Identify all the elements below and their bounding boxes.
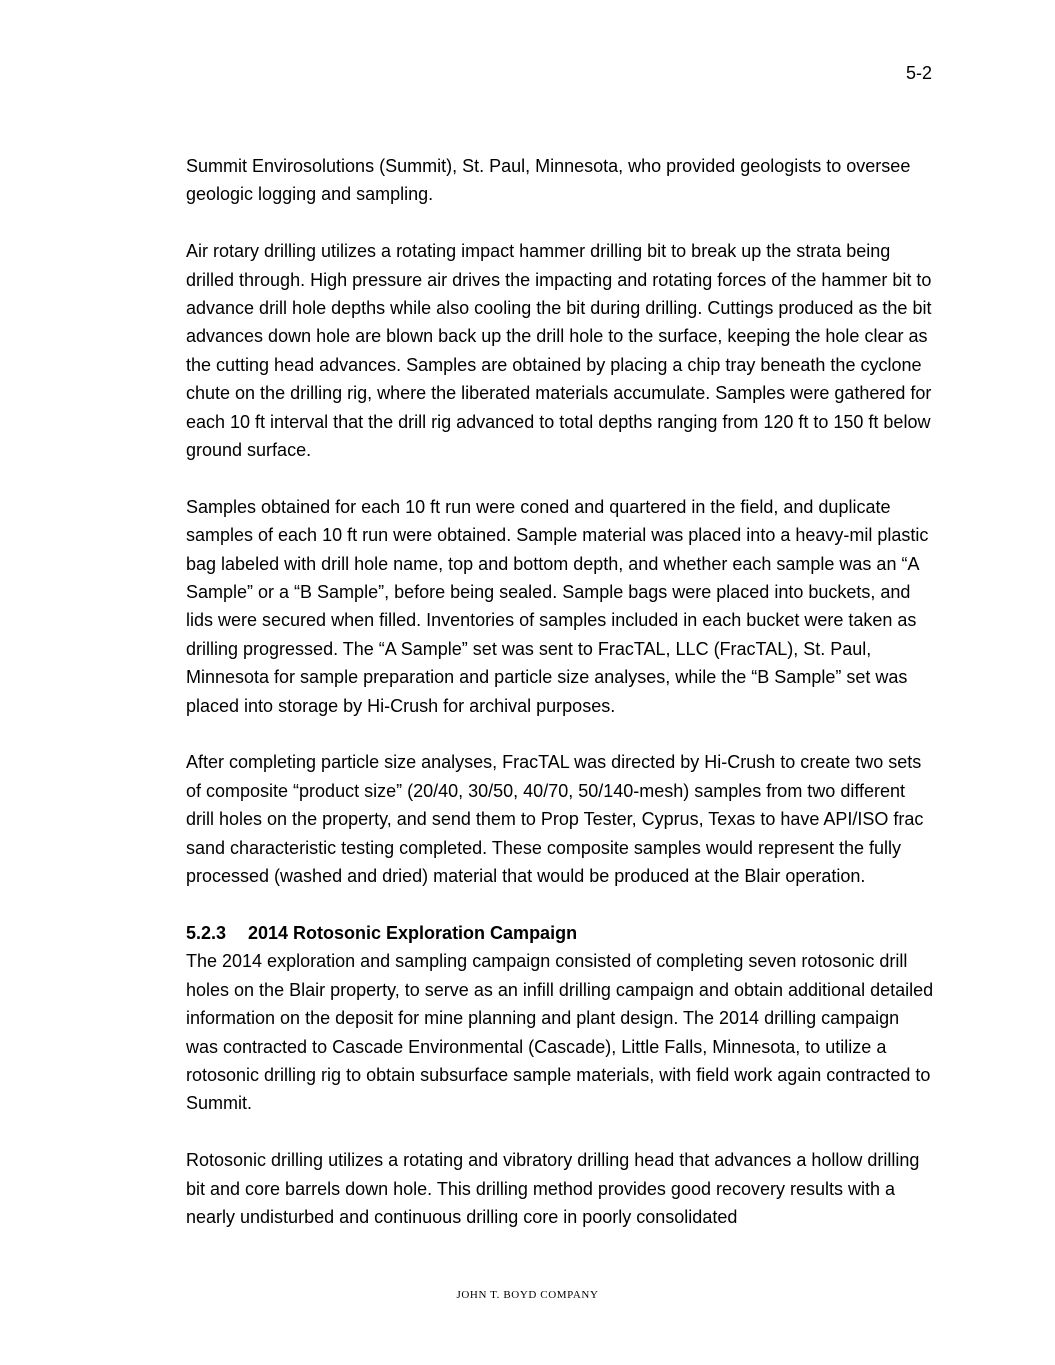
document-body — [186, 152, 936, 1231]
paragraph: Rotosonic drilling utilizes a rotating and vibratory drilling head that advances a hollow drilling bit and core barrels down hole. This drilling method provides good recovery results with a nearly undisturbed and continuous drilling core in poorly consolidated — [186, 1150, 920, 1227]
paragraph: After completing particle size analyses, FracTAL was directed by Hi-Crush to create two sets of composite “product size” (20/40, 30/50, 40/70, 50/140-mesh) samples from two different drill holes on the property, and send them to Prop Tester, Cyprus, Texas to have API/ISO frac sand characteristic testing completed. These composite samples would represent the fully processed (washed and dried) material that would be produced at the Blair operation. — [186, 752, 924, 887]
page-number: 5-2 — [905, 63, 932, 83]
paragraph: Air rotary drilling utilizes a rotating impact hammer drilling bit to break up the strata being drilled through. High pressure air drives the impacting and rotating forces of the hammer bit to advance drill hole depths while also cooling the bit during drilling. Cuttings produced as the bit advances down hole are blown back up the drill hole to the surface, keeping the hole clear as the cutting head advances. Samples are obtained by placing a chip tray beneath the cyclone chute on the drilling rig, where the liberated materials accumulate. Samples were gathered for each 10 ft interval that the drill rig advanced to total depths ranging from 120 ft to 150 ft below ground surface. — [186, 241, 932, 461]
paragraph: The 2014 exploration and sampling campaign consisted of completing seven rotosonic drill holes on the Blair property, to serve as an infill drilling campaign and obtain additional detailed information on the deposit for mine planning and plant design. The 2014 drilling campaign was contracted to Cascade Environmental (Cascade), Little Falls, Minnesota, to utilize a rotosonic drilling rig to obtain subsurface sample materials, with field work again contracted to Summit. — [186, 951, 934, 1114]
section-title: 2014 Rotosonic Exploration Campaign — [248, 922, 578, 943]
paragraph: Summit Envirosolutions (Summit), St. Paul, Minnesota, who provided geologists to oversee geologic logging and sampling. — [186, 156, 911, 205]
section-number: 5.2.3 — [186, 922, 227, 943]
company-footer: JOHN T. BOYD COMPANY — [456, 1289, 599, 1301]
paragraph: Samples obtained for each 10 ft run were coned and quartered in the field, and duplicate samples of each 10 ft run were obtained. Sample material was placed into a heavy-mil plastic bag labeled with drill hole name, top and bottom depth, and whether each sample was an “A Sample” or a “B Sample”, before being sealed. Sample bags were placed into buckets, and lids were secured when filled. Inventories of samples included in each bucket were taken as drilling progressed. The “A Sample” set was sent to FracTAL, LLC (FracTAL), St. Paul, Minnesota for sample preparation and particle size analyses, while the “B Sample” set was placed into storage by Hi-Crush for archival purposes. — [186, 496, 929, 716]
section-heading — [186, 919, 936, 947]
